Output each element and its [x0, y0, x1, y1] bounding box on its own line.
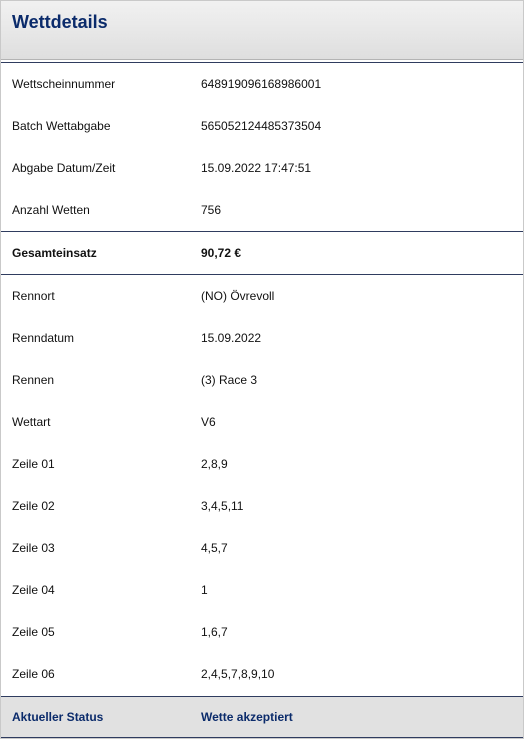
detail-value: V6 [201, 415, 216, 429]
detail-label: Abgabe Datum/Zeit [12, 161, 116, 175]
detail-row-race [1, 359, 523, 401]
detail-value: 1 [201, 583, 208, 597]
detail-row-race-date [1, 317, 523, 359]
detail-row-line-01 [1, 443, 523, 485]
detail-row-ticket-number [1, 63, 523, 105]
detail-label: Wettscheinnummer [12, 77, 116, 91]
detail-label: Wettart [12, 415, 51, 429]
detail-row-line-06 [1, 653, 523, 695]
detail-label: Renndatum [12, 331, 75, 345]
detail-row-batch [1, 105, 523, 147]
detail-label: Zeile 05 [12, 625, 55, 639]
status-row [1, 696, 523, 738]
detail-row-venue [1, 275, 523, 317]
detail-row-line-05 [1, 611, 523, 653]
detail-label: Batch Wettabgabe [12, 119, 111, 133]
detail-value: 565052124485373504 [201, 119, 322, 133]
detail-value: 2,4,5,7,8,9,10 [201, 667, 275, 681]
detail-label: Zeile 03 [12, 541, 55, 555]
detail-label: Rennen [12, 373, 55, 387]
detail-label: Gesamteinsatz [12, 246, 97, 260]
detail-row-line-02 [1, 485, 523, 527]
detail-label: Rennort [12, 289, 55, 303]
detail-value: 4,5,7 [201, 541, 228, 555]
detail-value: (3) Race 3 [201, 373, 258, 387]
detail-value: 15.09.2022 17:47:51 [201, 161, 312, 175]
detail-row-bet-type [1, 401, 523, 443]
status-label: Aktueller Status [12, 710, 104, 724]
detail-row-line-04 [1, 569, 523, 611]
detail-value: 648919096168986001 [201, 77, 322, 91]
detail-label: Zeile 06 [12, 667, 55, 681]
detail-value: 1,6,7 [201, 625, 228, 639]
detail-value: (NO) Övrevoll [201, 289, 275, 303]
detail-value: 15.09.2022 [201, 331, 262, 345]
detail-row-submission-datetime [1, 147, 523, 189]
detail-label: Zeile 01 [12, 457, 55, 471]
detail-row-line-03 [1, 527, 523, 569]
detail-row-total-stake [1, 232, 523, 274]
detail-label: Anzahl Wetten [12, 203, 90, 217]
status-value: Wette akzeptiert [201, 710, 293, 724]
panel-header [1, 1, 523, 60]
detail-value: 3,4,5,11 [201, 499, 244, 513]
detail-value: 90,72 € [201, 246, 242, 260]
ticket-info-list [1, 63, 523, 231]
page-title: Wettdetails [12, 12, 108, 32]
race-info-list [1, 275, 523, 695]
detail-value: 756 [201, 203, 222, 217]
detail-value: 2,8,9 [201, 457, 228, 471]
detail-label: Zeile 04 [12, 583, 55, 597]
detail-row-bet-count [1, 189, 523, 231]
detail-label: Zeile 02 [12, 499, 55, 513]
